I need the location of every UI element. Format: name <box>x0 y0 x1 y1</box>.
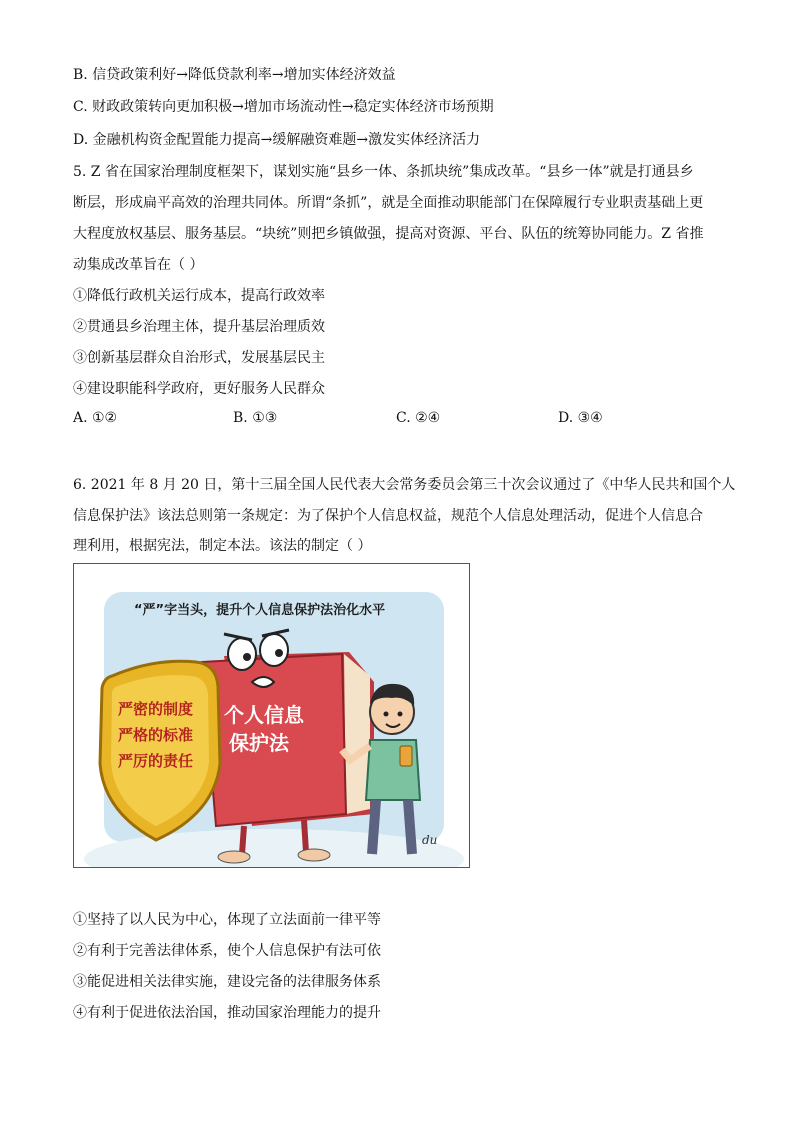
q5-stem-line-3: 大程度放权基层、服务基层。“块统”则把乡镇做强，提高对资源、平台、队伍的统筹协同能力。Z 省推 <box>73 226 704 242</box>
book-mouth <box>252 677 274 687</box>
q5-statement-3: ③创新基层群众自治形式，发展基层民主 <box>73 350 325 366</box>
shield-line-2: 严格的标准 <box>118 726 194 744</box>
shield-line-1: 严密的制度 <box>118 700 194 718</box>
q6-statement-2: ②有利于完善法律体系，使个人信息保护有法可依 <box>73 943 381 959</box>
shield-line-3: 严厉的责任 <box>118 752 194 770</box>
book-eye-right <box>260 634 288 666</box>
q5-stem-line-2: 断层，形成扁平高效的治理共同体。所谓“条抓”，就是全面推动职能部门在保障履行专业职责基础上更 <box>73 195 704 211</box>
q6-stem-line-3: 理利用，根据宪法，制定本法。该法的制定（ ） <box>73 538 372 554</box>
cartoon-figure <box>73 563 470 868</box>
book-title-line-2: 保护法 <box>229 731 289 755</box>
q6-statement-1: ①坚持了以人民为中心，体现了立法面前一律平等 <box>73 912 381 928</box>
book-foot-right <box>298 849 330 861</box>
prev-option-b: B. 信贷政策利好→降低贷款利率→增加实体经济效益 <box>73 67 396 83</box>
q5-statement-2: ②贯通县乡治理主体，提升基层治理质效 <box>73 319 325 335</box>
q5-stem-line-4: 动集成改革旨在（ ） <box>73 257 204 273</box>
q5-choice-d[interactable]: D. ③④ <box>558 410 603 426</box>
boy-eye-left <box>384 712 389 717</box>
book-pupil-right <box>275 649 283 657</box>
artist-signature: du <box>422 833 438 847</box>
book-pupil-left <box>243 653 251 661</box>
q5-statement-1: ①降低行政机关运行成本，提高行政效率 <box>73 288 325 304</box>
q5-choices <box>73 410 723 432</box>
cartoon-illustration <box>74 564 470 868</box>
q5-statement-4: ④建设职能科学政府，更好服务人民群众 <box>73 381 325 397</box>
banner-text: “严”字当头，提升个人信息保护法治化水平 <box>134 603 386 618</box>
q5-choice-c[interactable]: C. ②④ <box>396 410 441 426</box>
q6-statement-3: ③能促进相关法律实施，建设完备的法律服务体系 <box>73 974 381 990</box>
prev-option-d: D. 金融机构资金配置能力提高→缓解融资难题→激发实体经济活力 <box>73 132 481 148</box>
book-foot-left <box>218 851 250 863</box>
boy-phone <box>400 746 412 766</box>
q5-choice-a[interactable]: A. ①② <box>73 410 118 426</box>
boy-eye-right <box>398 712 403 717</box>
book-title-line-1: 个人信息 <box>224 703 304 727</box>
q5-choice-b[interactable]: B. ①③ <box>233 410 278 426</box>
prev-option-c: C. 财政政策转向更加积极→增加市场流动性→稳定实体经济市场预期 <box>73 99 494 115</box>
q6-statement-4: ④有利于促进依法治国，推动国家治理能力的提升 <box>73 1005 381 1021</box>
q5-stem-line-1: 5. Z 省在国家治理制度框架下，谋划实施“县乡一体、条抓块统”集成改革。“县乡一体”就是打通县乡 <box>73 164 694 180</box>
book-eye-left <box>228 638 256 670</box>
q6-stem-line-2: 信息保护法》该法总则第一条规定：为了保护个人信息权益，规范个人信息处理活动，促进个人信息合 <box>73 508 703 524</box>
q6-stem-line-1: 6. 2021 年 8 月 20 日，第十三届全国人民代表大会常务委员会第三十次会议通过了《中华人民共和国个人 <box>73 477 736 493</box>
